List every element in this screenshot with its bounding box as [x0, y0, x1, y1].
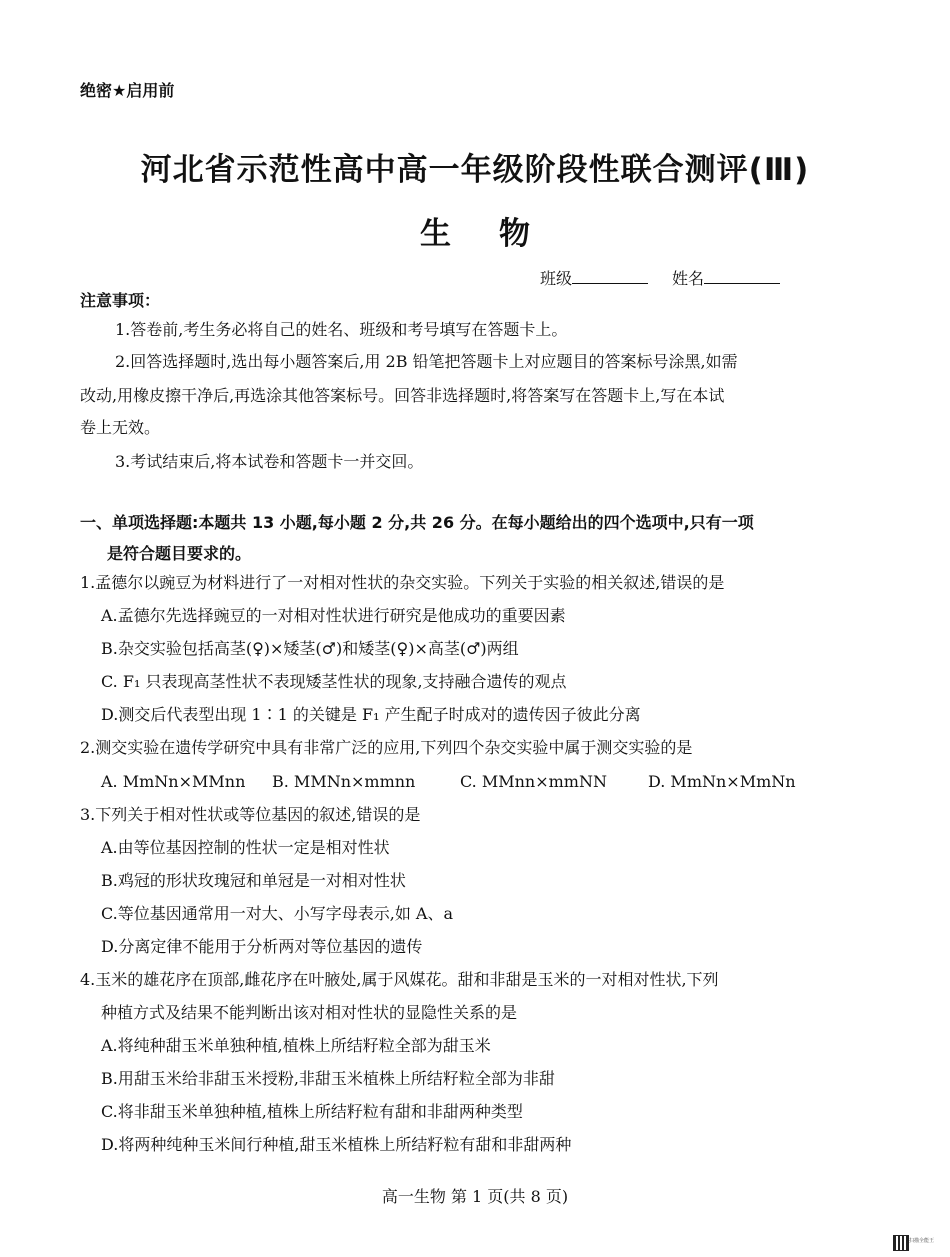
qr-code-icon	[893, 1235, 909, 1251]
q3-stem: 3.下列关于相对性状或等位基因的叙述,错误的是	[80, 805, 421, 824]
q3-option-a: A.由等位基因控制的性状一定是相对性状	[101, 838, 390, 857]
q1-option-d: D.测交后代表型出现 1∶1 的关键是 F₁ 产生配子时成对的遗传因子彼此分离	[101, 705, 641, 724]
q4-option-a: A.将纯种甜玉米单独种植,植株上所结籽粒全部为甜玉米	[101, 1036, 491, 1055]
notice-item-3: 3.考试结束后,将本试卷和答题卡一并交回。	[115, 452, 424, 471]
section-heading-cont: 是符合题目要求的。	[107, 544, 252, 563]
q1-option-c: C. F₁ 只表现高茎性状不表现矮茎性状的现象,支持融合遗传的观点	[101, 672, 567, 691]
scanner-logo: 扫描全能王	[909, 1238, 935, 1244]
q2-option-b: B. MMNn×mmnn	[272, 772, 416, 791]
subject-char-2: 物	[499, 216, 530, 252]
q2-stem: 2.测交实验在遗传学研究中具有非常广泛的应用,下列四个杂交实验中属于测交实验的是	[80, 738, 693, 757]
q1-option-b: B.杂交实验包括高茎(♀)×矮茎(♂)和矮茎(♀)×高茎(♂)两组	[101, 639, 519, 658]
q3-option-b: B.鸡冠的形状玫瑰冠和单冠是一对相对性状	[101, 871, 406, 890]
name-field	[672, 266, 780, 289]
page-footer: 高一生物 第 1 页(共 8 页)	[381, 1187, 569, 1206]
q4-stem-line-1: 4.玉米的雄花序在顶部,雌花序在叶腋处,属于风媒花。甜和非甜是玉米的一对相对性状,下列	[80, 970, 719, 989]
q4-stem-line-2: 种植方式及结果不能判断出该对相对性状的显隐性关系的是	[101, 1003, 518, 1022]
q3-option-d: D.分离定律不能用于分析两对等位基因的遗传	[101, 937, 423, 956]
class-label: 班级	[540, 269, 573, 288]
notice-item-2-line-2: 改动,用橡皮擦干净后,再选涂其他答案标号。回答非选择题时,将答案写在答题卡上,写在本试	[80, 386, 725, 405]
notice-item-2-line-3: 卷上无效。	[80, 418, 161, 437]
subject-title	[0, 208, 950, 253]
notice-item-1: 1.答卷前,考生务必将自己的姓名、班级和考号填写在答题卡上。	[115, 320, 568, 339]
q2-option-a: A. MmNn×MMnn	[101, 772, 246, 791]
q3-option-c: C.等位基因通常用一对大、小写字母表示,如 A、a	[101, 904, 454, 923]
q4-option-b: B.用甜玉米给非甜玉米授粉,非甜玉米植株上所结籽粒全部为非甜	[101, 1069, 555, 1088]
secret-mark: 绝密★启用前	[80, 81, 175, 100]
q1-option-a: A.孟德尔先选择豌豆的一对相对性状进行研究是他成功的重要因素	[101, 606, 566, 625]
notice-item-2-line-1: 2.回答选择题时,选出每小题答案后,用 2B 铅笔把答题卡上对应题目的答案标号涂黑,如需	[115, 352, 738, 371]
name-label: 姓名	[672, 269, 705, 288]
class-blank	[572, 268, 648, 284]
q1-stem: 1.孟德尔以豌豆为材料进行了一对相对性状的杂交实验。下列关于实验的相关叙述,错误的是	[80, 573, 725, 592]
q2-option-c: C. MMnn×mmNN	[460, 772, 607, 791]
name-blank	[704, 268, 780, 284]
q4-option-c: C.将非甜玉米单独种植,植株上所结籽粒有甜和非甜两种类型	[101, 1102, 523, 1121]
exam-title: 河北省示范性高中高一年级阶段性联合测评(Ⅲ)	[140, 152, 810, 188]
section-heading: 一、单项选择题:本题共 13 小题,每小题 2 分,共 26 分。在每小题给出的四个选项中,只有一项	[80, 513, 754, 532]
q4-option-d: D.将两种纯种玉米间行种植,甜玉米植株上所结籽粒有甜和非甜两种	[101, 1135, 572, 1154]
q2-option-d: D. MmNn×MmNn	[648, 772, 796, 791]
notice-title: 注意事项：	[80, 291, 161, 310]
class-field	[540, 266, 648, 289]
subject-char-1: 生	[420, 216, 451, 252]
